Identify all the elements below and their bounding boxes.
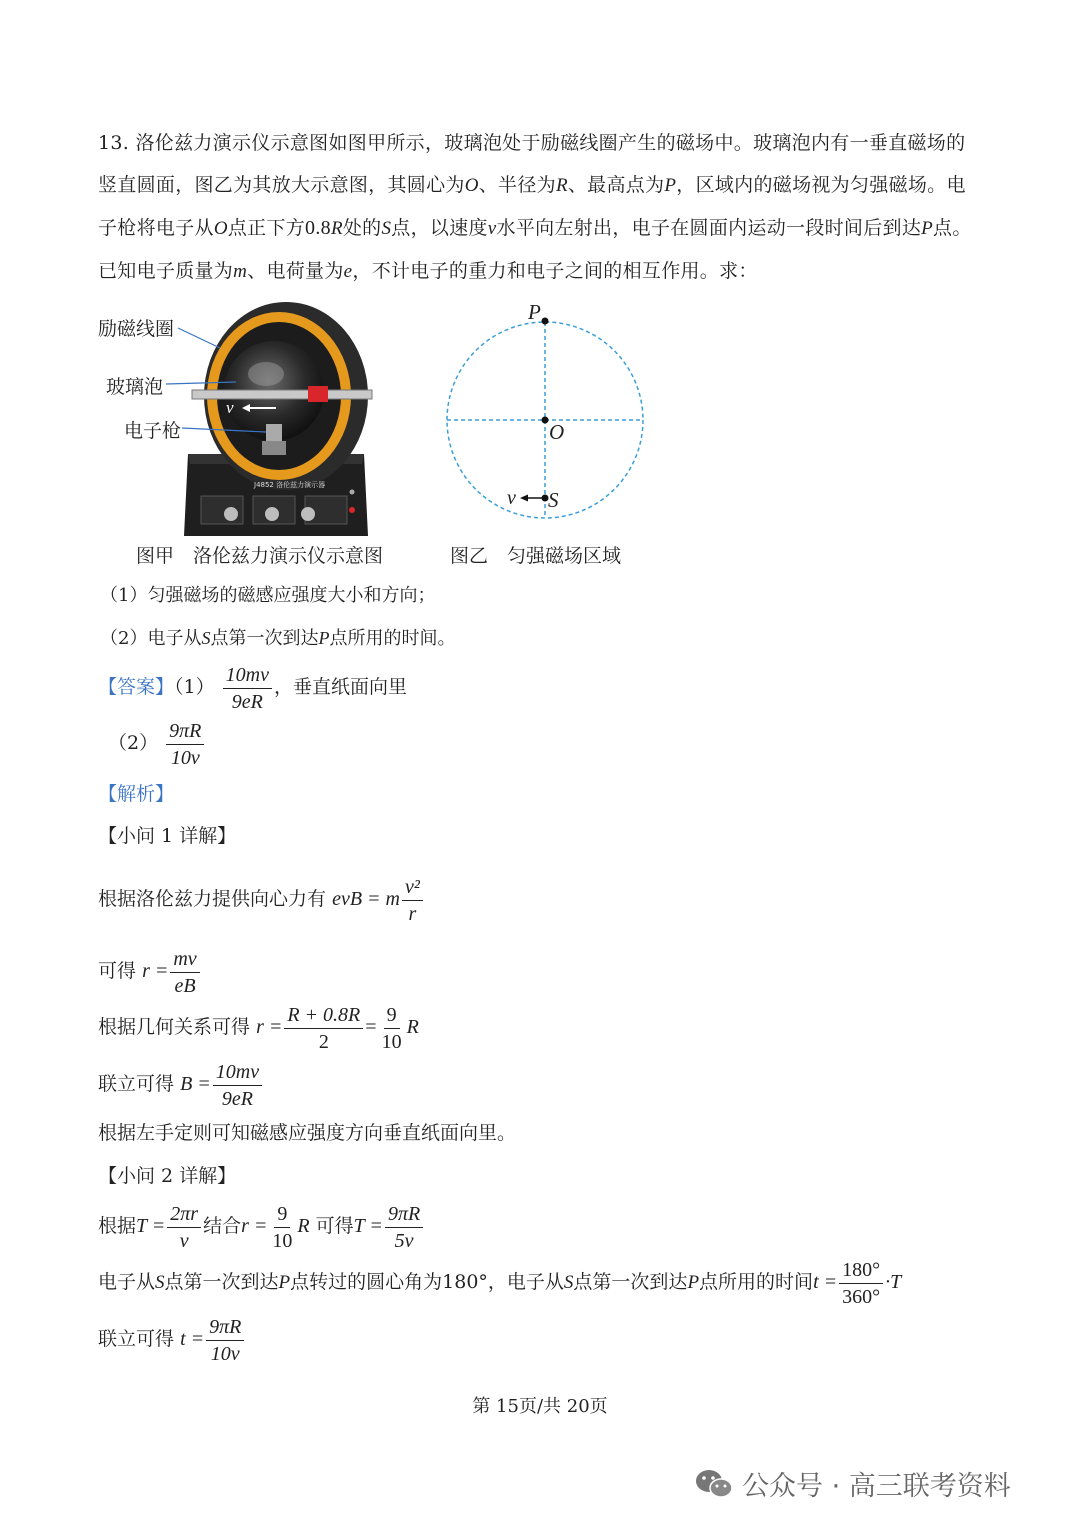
sub-question-1: （1）匀强磁场的磁感应强度大小和方向； xyxy=(100,585,436,606)
question-block: 13. 洛伦兹力演示仪示意图如图甲所示，玻璃泡处于励磁线圈产生的磁场中。玻璃泡内有一垂直磁场的竖直圆面，图乙为其放大示意图，其圆心为O、半径为R、最高点为P，区域内的磁场视为匀强磁场。电子枪将电子从O点正下方0.8R处的S点，以速度v水平向左射出，电子在圆面内运动一段时间后到达P点。已知电子质量为m、电荷量为e，不计电子的重力和电子之间的相互作用。求： xyxy=(98,132,972,282)
question-number: 13. xyxy=(98,132,130,154)
figure-b xyxy=(440,300,660,525)
label-coil: 励磁线圈 xyxy=(98,318,175,340)
answer-1-fraction: $\frac{10mv}{9eR}$ xyxy=(223,662,272,715)
watermark xyxy=(694,1464,1011,1503)
analysis-line-4: 联立可得 B = $\frac{10mv}{9eR}$ xyxy=(98,1055,264,1113)
answer-1: 【答案】（1） $\frac{10mv}{9eR}$ ，垂直纸面向里 xyxy=(98,663,407,713)
figure-a xyxy=(96,296,386,546)
figure-a-caption: 图甲 洛伦兹力演示仪示意图 xyxy=(136,545,384,567)
sub-heading-2: 【小问 2 详解】 xyxy=(98,1165,237,1187)
sub-question-2: （2）电子从S点第一次到达P点所用的时间。 xyxy=(100,628,456,649)
analysis-line-2: 可得 r = $\frac{mv}{eB}$ xyxy=(98,942,202,1000)
figure-b-caption: 图乙 匀强磁场区域 xyxy=(450,545,622,567)
point-S-label: S xyxy=(548,488,559,512)
label-velocity: v xyxy=(226,398,234,417)
analysis-line-1: 根据洛伦兹力提供向心力有 evB = m $\frac{\text{v²}}{r}$ xyxy=(98,870,425,928)
answer-tag: 【答案】 xyxy=(98,676,175,698)
analysis-line-5: 根据左手定则可知磁感应强度方向垂直纸面向里。 xyxy=(98,1122,517,1144)
answer-2: （2） $\frac{9\pi R}{10v}$ xyxy=(108,716,206,771)
point-P-label: P xyxy=(528,300,541,324)
velocity-label: v xyxy=(507,487,516,509)
answer-2-fraction: $\frac{9\pi R}{10v}$ xyxy=(166,718,204,771)
point-O-label: O xyxy=(549,420,565,444)
label-gun: 电子枪 xyxy=(124,420,182,442)
watermark-text: 公众号 · 高三联考资料 xyxy=(742,1471,1011,1502)
analysis-line-7: 电子从S点第一次到达P点转过的圆心角为180°，电子从S点第一次到达P点所用的时间t = $\frac{180^\circ}{360^\circ}$ ·T xyxy=(98,1258,902,1308)
label-bulb: 玻璃泡 xyxy=(106,376,164,398)
page-footer: 第 15页/共 20页 xyxy=(472,1396,608,1417)
device-name: J4852 洛伦兹力演示器 xyxy=(254,481,326,489)
sub-heading-1: 【小问 1 详解】 xyxy=(98,825,237,847)
analysis-line-8: 联立可得 t = $\frac{9\pi R}{10v}$ xyxy=(98,1310,246,1368)
analysis-line-3: 根据几何关系可得 r = $\frac{R + 0.8R}{2}$ = $\frac{9}{10}$ R xyxy=(98,1003,419,1053)
analysis-tag: 【解析】 xyxy=(98,783,175,805)
wechat-icon xyxy=(694,1467,734,1501)
analysis-line-6: 根据T = $\frac{2\pi r}{v}$ 结合r = $\frac{9}{10}$ R 可得T = $\frac{9\pi R}{5v}$ xyxy=(98,1197,425,1255)
